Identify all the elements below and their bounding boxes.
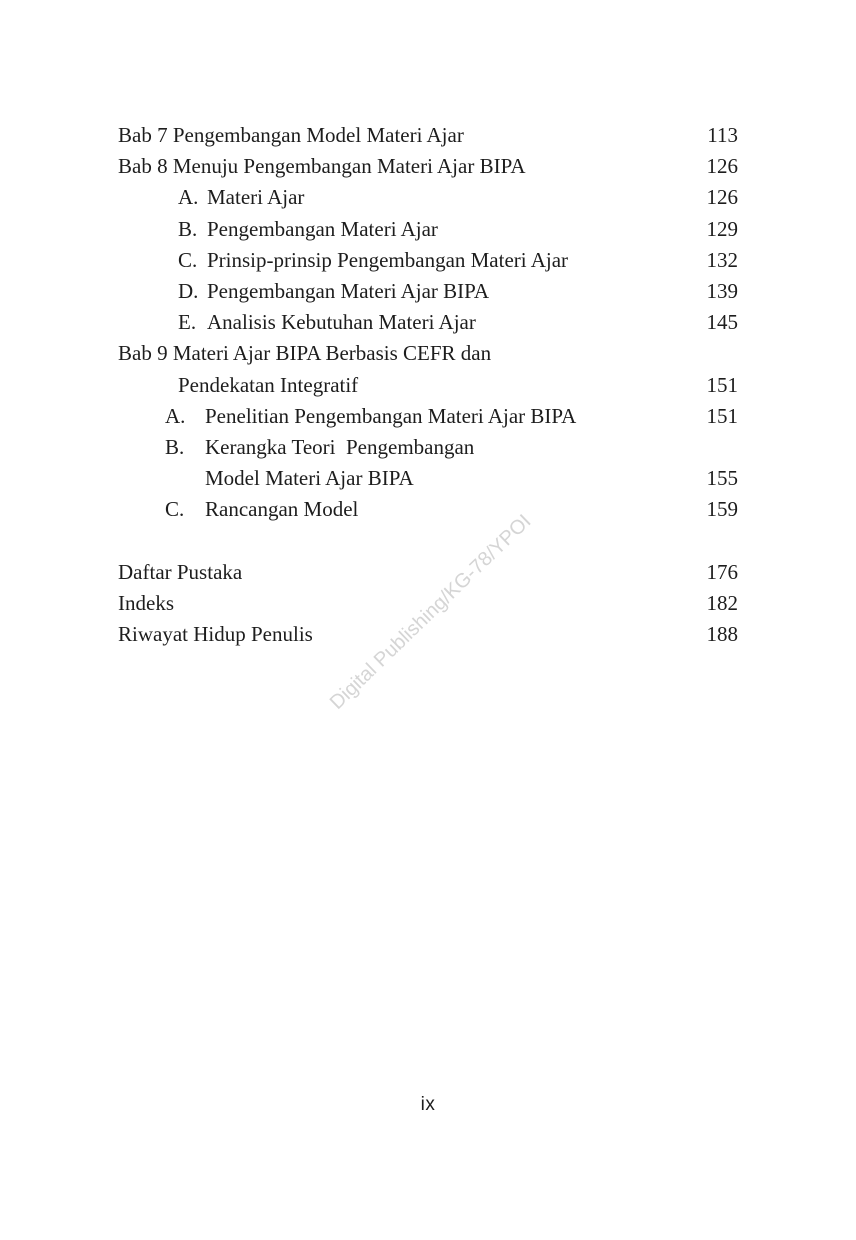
page-number: ix xyxy=(420,1094,436,1115)
toc-row xyxy=(118,401,738,432)
toc-row xyxy=(118,588,738,619)
toc-item-label: Pengembangan Materi Ajar xyxy=(207,216,438,241)
toc-item-label: Bab 7 Pengembangan Model Materi Ajar xyxy=(118,123,464,147)
toc-row xyxy=(118,276,738,307)
toc-item-page: 129 xyxy=(706,216,738,241)
toc-item-page: 145 xyxy=(706,310,738,335)
toc-item-page: 151 xyxy=(706,372,738,397)
toc-item-letter: C. xyxy=(165,497,185,522)
toc-item-page: 126 xyxy=(706,154,738,179)
toc-item-page: 182 xyxy=(706,591,738,616)
toc-item-label: Analisis Kebutuhan Materi Ajar xyxy=(207,310,476,335)
toc-item-letter: A. xyxy=(178,185,199,210)
toc-item-page: 188 xyxy=(706,622,738,647)
toc-row xyxy=(118,463,738,494)
toc-item-page: 126 xyxy=(706,185,738,210)
toc-item-page: 113 xyxy=(707,123,738,147)
toc-item-label: Riwayat Hidup Penulis xyxy=(118,622,313,647)
toc-row xyxy=(118,557,738,588)
toc-item-label: Bab 8 Menuju Pengembangan Materi Ajar BIPA xyxy=(118,154,526,179)
toc-item-page: 159 xyxy=(706,497,738,522)
toc-row xyxy=(118,370,738,401)
toc-row xyxy=(118,619,738,650)
toc-item-label: Penelitian Pengembangan Materi Ajar BIPA xyxy=(205,403,577,428)
toc-item-label: Indeks xyxy=(118,591,174,616)
toc-row xyxy=(118,214,738,245)
toc-item-letter: D. xyxy=(178,279,199,304)
toc-item-label: Prinsip-prinsip Pengembangan Materi Ajar xyxy=(207,247,569,272)
toc-item-label: Model Materi Ajar BIPA xyxy=(205,466,414,491)
toc-row xyxy=(118,182,738,213)
toc-item-label: Daftar Pustaka xyxy=(118,559,243,584)
toc-row xyxy=(118,432,738,463)
toc-item-letter: B. xyxy=(165,435,185,460)
toc-row xyxy=(118,494,738,525)
toc-row xyxy=(118,338,738,369)
toc-item-page: 155 xyxy=(706,466,738,491)
toc-item-page: 132 xyxy=(706,247,738,272)
toc-row xyxy=(118,245,738,276)
toc-item-letter: A. xyxy=(165,403,186,428)
toc-item-label: Rancangan Model xyxy=(205,497,359,522)
toc-item-letter: C. xyxy=(178,247,198,272)
toc-item-page: 151 xyxy=(706,403,738,428)
toc-spacer xyxy=(118,526,738,557)
toc-item-letter: E. xyxy=(178,310,197,335)
toc-row xyxy=(118,307,738,338)
toc-item-page: 176 xyxy=(706,559,738,584)
toc-item-label: Bab 9 Materi Ajar BIPA Berbasis CEFR dan xyxy=(118,341,492,366)
toc-item-label: Kerangka Teori Pengembangan xyxy=(205,435,475,460)
toc-item-label: Pengembangan Materi Ajar BIPA xyxy=(207,279,490,304)
toc-item-label: Materi Ajar xyxy=(207,185,305,210)
table-of-contents xyxy=(118,120,738,650)
toc-item-letter: B. xyxy=(178,216,198,241)
toc-row xyxy=(118,151,738,182)
watermark-text: Digital Publishing/KG-78/YPOI xyxy=(325,510,536,714)
toc-row xyxy=(118,120,738,151)
toc-item-page: 139 xyxy=(706,279,738,304)
toc-item-label: Pendekatan Integratif xyxy=(178,372,359,397)
